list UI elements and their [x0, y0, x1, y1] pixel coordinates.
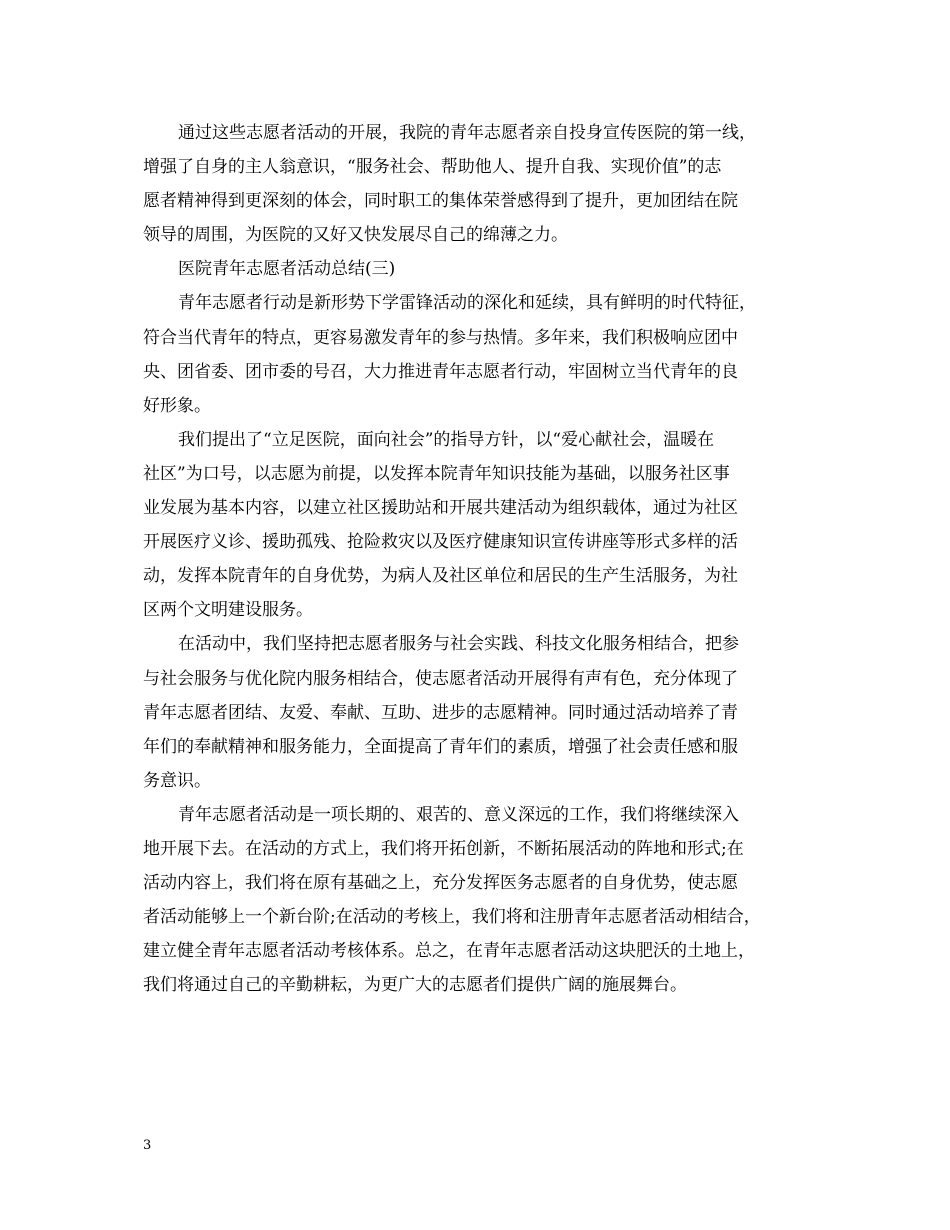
- text-line: 开展医疗义诊、援助孤残、抢险救灾以及医疗健康知识宣传讲座等形式多样的活: [143, 532, 738, 553]
- text-line: 增强了自身的主人翁意识，“服务社会、帮助他人、提升自我、实现价值”的志: [143, 157, 722, 178]
- text-line: 区两个文明建设服务。: [143, 600, 313, 621]
- section-heading: 医院青年志愿者活动总结(三): [178, 259, 396, 280]
- text-line: 地开展下去。在活动的方式上，我们将开拓创新，不断拓展活动的阵地和形式;在: [143, 838, 744, 859]
- text-line: 与社会服务与优化院内服务相结合，使志愿者活动开展得有声有色，充分体现了: [143, 668, 738, 689]
- text-line: 领导的周围，为医院的又好又快发展尽自己的绵薄之力。: [143, 225, 568, 246]
- text-line: 通过这些志愿者活动的开展，我院的青年志愿者亲自投身宣传医院的第一线，: [178, 123, 756, 143]
- text-line: 务意识。: [143, 770, 211, 791]
- text-line: 在活动中，我们坚持把志愿者服务与社会实践、科技文化服务相结合，把参: [178, 634, 739, 655]
- text-line: 央、团省委、团市委的号召，大力推进青年志愿者行动，牢固树立当代青年的良: [143, 361, 738, 382]
- text-line: 青年志愿者行动是新形势下学雷锋活动的深化和延续，具有鲜明的时代特征，: [178, 293, 756, 314]
- text-line: 年们的奉献精神和服务能力，全面提高了青年们的素质，增强了社会责任感和服: [143, 736, 738, 757]
- text-line: 青年志愿者团结、友爱、奉献、互助、进步的志愿精神。同时通过活动培养了青: [143, 702, 738, 723]
- text-line: 社区”为口号，以志愿为前提，以发挥本院青年知识技能为基础，以服务社区事: [143, 463, 730, 484]
- text-line: 动，发挥本院青年的自身优势，为病人及社区单位和居民的生产生活服务，为社: [143, 566, 738, 587]
- text-line: 符合当代青年的特点，更容易激发青年的参与热情。多年来，我们积极响应团中: [143, 327, 738, 348]
- text-line: 者活动能够上一个新台阶;在活动的考核上，我们将和注册青年志愿者活动相结合，: [143, 907, 761, 928]
- text-line: 好形象。: [143, 395, 211, 416]
- text-line: 我们提出了“立足医院，面向社会”的指导方针，以“爱心献社会，温暖在: [178, 429, 715, 450]
- text-line: 青年志愿者活动是一项长期的、艰苦的、意义深远的工作，我们将继续深入: [178, 804, 739, 825]
- text-line: 愿者精神得到更深刻的体会，同时职工的集体荣誉感得到了提升，更加团结在院: [143, 191, 738, 212]
- text-line: 业发展为基本内容，以建立社区援助站和开展共建活动为组织载体，通过为社区: [143, 498, 738, 519]
- text-line: 我们将通过自己的辛勤耕耘，为更广大的志愿者们提供广阔的施展舞台。: [143, 975, 687, 996]
- body-text: [143, 116, 809, 1002]
- text-line: 活动内容上，我们将在原有基础之上，充分发挥医务志愿者的自身优势，使志愿: [143, 873, 738, 894]
- text-line: 建立健全青年志愿者活动考核体系。总之，在青年志愿者活动这块肥沃的土地上，: [143, 941, 755, 962]
- page-number: 3: [143, 1138, 152, 1153]
